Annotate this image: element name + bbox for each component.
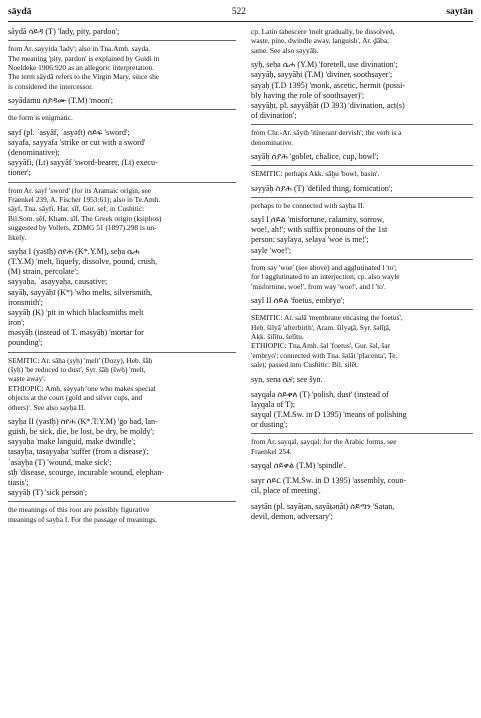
entry-head: syn, sena ሴና; see šyn. bbox=[251, 374, 323, 384]
entry-sayl-i bbox=[251, 215, 473, 291]
entry-line: sayḥa II (yəsīḥ) ሰየሐ (K*.T.Y.M) 'go bad, lan- bbox=[8, 416, 158, 426]
entry-line: sayqala ሰይቀለ (T) 'polish, dust' (instead of bbox=[251, 389, 389, 399]
entry-line: devil, demon, adversary'; bbox=[251, 511, 333, 521]
right-column bbox=[251, 27, 473, 522]
entry-seyyah bbox=[251, 184, 473, 211]
etymology-line: Heb. šilyā 'afterbirth', Aram. šilyəṯā, Syr. šəlīṯā, bbox=[251, 322, 391, 332]
divider bbox=[251, 197, 473, 198]
etymology-line: cp. Latin tabescere 'melt gradually, be dissolved, bbox=[251, 27, 395, 36]
entry-line: sayyāḥ, sayyāḥi (T.M) 'diviner, soothsayer'; bbox=[251, 70, 393, 80]
entry-line: (T.Y.M) 'melt, liquefy, dissolve, pound, crush, bbox=[8, 257, 158, 267]
entry-line: woe!, ah!'; with suffix pronouns of the 1st bbox=[251, 225, 388, 235]
etymology-line: the meanings of this root are possibly figurative bbox=[8, 505, 150, 515]
entry-line: (M) strain, percolate'; bbox=[8, 267, 79, 277]
entry-head: səyyāḥ ስያሕ (T) 'defiled thing, fornication'; bbox=[251, 183, 393, 193]
entry-line: or dusting'; bbox=[251, 420, 288, 430]
etymology-line: Fraenkel 239, A. Fischer 1953:61); also in Te.Amh. bbox=[8, 194, 161, 204]
etymology-line: The term sāydā refers to the Virgin Mary, since she bbox=[8, 72, 160, 82]
entry-line: sayyāḥ (T) 'sick person'; bbox=[8, 488, 87, 498]
etymology-line: from Ar. sayf 'sword' (for its Aramaic origin, see bbox=[8, 185, 152, 195]
etymology-line: SEMITIC: Ar. sāḥa (syḥ) 'melt' (Dozy), Heb. šāḥ bbox=[8, 355, 153, 365]
entry-sayda bbox=[8, 27, 236, 91]
entry-line: sayqal (T.M.Sw. in D 1395) 'means of polishing bbox=[251, 410, 407, 419]
entry-sayha-ii bbox=[8, 417, 236, 524]
etymology-line: saleṭ; passed into Cushitic: Bil. silēt. bbox=[251, 360, 359, 370]
etymology-line: Fraenkel 254. bbox=[251, 446, 292, 456]
etymology-line: Noeldeke 1906:920 as an allegoric interpretation. bbox=[8, 62, 155, 72]
entry-seyadamu bbox=[8, 96, 236, 123]
entry-line: pounding'; bbox=[8, 338, 43, 348]
entry-sayha-ii-continued bbox=[251, 27, 473, 55]
entry-line: tiasis'; bbox=[8, 477, 29, 487]
entry-line: guish, be sick, die, be lost, be dry, be moldy'; bbox=[8, 427, 155, 437]
entry-sayl-ii bbox=[251, 296, 473, 370]
divider bbox=[8, 40, 236, 41]
entry-line: tioner'; bbox=[8, 168, 31, 178]
entry-syn bbox=[251, 375, 473, 385]
etymology-line: same. See also səyyāḥ. bbox=[251, 45, 319, 55]
etymology-line: 'misfortune, woe!', from way 'woe!', and l 'to'. bbox=[251, 281, 387, 291]
entry-line: sayf (pl. ʾasyāf, ʾasyəft) ሰይፍ 'sword'; bbox=[8, 127, 130, 137]
entry-line: of divination'; bbox=[251, 111, 297, 120]
etymology-line: perhaps to be connected with sayḥa II. bbox=[251, 200, 365, 210]
entry-line: sayyāfi, (Lt) sayyāf 'sword-bearer, (Lt) execu- bbox=[8, 158, 158, 168]
entry-saytan bbox=[251, 502, 473, 522]
etymology-line: is considered the intercessor. bbox=[8, 81, 93, 91]
page-number: 522 bbox=[231, 6, 247, 17]
etymology-line: SEMITIC: Ar. salā 'membrane encasing the foetus', bbox=[251, 313, 403, 323]
entry-head: sayāḥ ሰያሕ 'goblet, chalice, cup, bowl'; bbox=[251, 151, 379, 161]
etymology-line: from Ar. sayyida 'lady'; also in Tna.Amh. sayda. bbox=[8, 44, 151, 54]
entry-sayr bbox=[251, 476, 473, 496]
entry-sayha-i bbox=[8, 247, 236, 412]
entry-line: sayḥa I (yəsīḥ) ሰየሐ (K*.Y.M), seḥa ሴሐ bbox=[8, 246, 140, 256]
etymology-line: the form is enigmatic. bbox=[8, 113, 73, 123]
etymology-line: The meaning 'pity, pardon' is explained by Guidi in bbox=[8, 53, 160, 63]
header-rule bbox=[8, 21, 473, 22]
etymology-line: SEMITIC: perhaps Akk. sāḫu 'bowl, basin'. bbox=[251, 169, 380, 179]
etymology-line: suggested by Vollers, ZDMG 51 (1897).298 is un- bbox=[8, 223, 157, 233]
etymology-line: from say 'woe' (see above) and agglutinated l 'to'; bbox=[251, 262, 397, 272]
divider bbox=[8, 182, 236, 183]
entry-sayf bbox=[8, 128, 236, 242]
etymology-line: for l agglutinated to an interjection, cp. also wayle bbox=[251, 272, 400, 282]
entry-line: bly having the role of soothsayer)'; bbox=[251, 90, 365, 100]
entry-head: sayqal ሰይቀል (T.M) 'spindle'. bbox=[251, 461, 346, 471]
entry-line: sayyaḥa, ʾasayyaḥa, causative; bbox=[8, 277, 108, 287]
etymology-line: from Chr.-Ar. sāyiḥ 'itinerant dervish'; the verb is a bbox=[251, 128, 402, 138]
entry-head: sāydā ሳይዳ (T) 'lady, pity, pardon'; bbox=[8, 27, 120, 36]
etymology-line: waste, pine, dwindle away, languish', Ar. ḏāba, bbox=[251, 36, 389, 46]
entry-line: sayafa, sayyafa 'strike or cut with a sword' bbox=[8, 137, 146, 147]
entry-line: sayl I ሰይል 'misfortune, calamity, sorrow, bbox=[251, 215, 385, 225]
etymology-line: objects at the court (gold and silver cups, and bbox=[8, 393, 143, 403]
etymology-line: others)'. See also sayḥa II. bbox=[8, 402, 86, 412]
etymology-line: ETHIOPIC: Tna.Amh. šəl 'foetus', Gur. šəl, šər bbox=[251, 341, 391, 351]
entry-line: ironsmith'; bbox=[8, 297, 43, 307]
etymology-line: waste away'. bbox=[8, 374, 46, 384]
divider bbox=[251, 309, 473, 310]
entry-line: person: saylaya, selaya 'woe is me!'; bbox=[251, 235, 369, 245]
etymology-line: (šyḥ) 'be reduced to dust', Syr. šāḥ (šwḥ) 'melt, bbox=[8, 364, 146, 374]
divider bbox=[8, 352, 236, 353]
entry-line: sayle 'woe!'; bbox=[251, 245, 292, 255]
left-column bbox=[8, 27, 236, 524]
entry-line: səyyāḥ (K) 'pit in which blacksmiths melt bbox=[8, 307, 144, 317]
entry-line: sayyāḥt, pl. sayyāḥāt (D 393) 'divination, act(s) bbox=[251, 100, 405, 110]
entry-line: sayr ሰይር (T.M.Sw. in D 1395) 'assembly, coun- bbox=[251, 476, 407, 486]
entry-line: sīḥ 'disease, scourge, incurable wound, elephan- bbox=[8, 467, 165, 477]
divider bbox=[251, 165, 473, 166]
entry-syh bbox=[251, 60, 473, 147]
entry-line: ʾasayḥa (T) 'wound, make sick'; bbox=[8, 457, 112, 467]
entry-line: sayaḥ (T.D 1395) 'monk, ascetic, hermit (possi- bbox=[251, 80, 406, 90]
entry-line: cil, place of meeting'. bbox=[251, 486, 321, 496]
divider bbox=[8, 109, 236, 110]
entry-head: səyādamu ሰያዳሙ (T.M) 'moon'; bbox=[8, 96, 114, 106]
entry-head: sayl II ሰይል 'foetus, embryo'; bbox=[251, 295, 345, 305]
divider bbox=[251, 433, 473, 434]
header-left-headword: sāydā bbox=[8, 6, 32, 17]
entry-line: sayyaḥa 'make languid, make dwindle'; bbox=[8, 437, 136, 447]
entry-line: syḥ, seḥa ሴሐ (Y.M) 'foretell, use divination'; bbox=[251, 60, 398, 70]
etymology-line: denominative. bbox=[251, 137, 294, 147]
entry-line: tasayḥa, tasayyaḥa 'suffer (from a disease)'; bbox=[8, 447, 149, 457]
entry-line: layqala of T); bbox=[251, 399, 296, 409]
etymology-line: from Ar. sayqal, ṣayqal: for the Arabic forms, see bbox=[251, 437, 397, 447]
etymology-line: likely. bbox=[8, 232, 27, 242]
entry-line: məsyāḥ (instead of T. məsyāḥ) 'mortar for bbox=[8, 328, 144, 338]
entry-sayah bbox=[251, 152, 473, 179]
entry-line: (denominative); bbox=[8, 148, 60, 158]
etymology-line: meanings of sayḥa I. For the passage of meanings, bbox=[8, 514, 158, 524]
etymology-line: 'embryo'; connected with Tna. šəlāt 'placenta', Te. bbox=[251, 350, 398, 360]
entry-line: sayāḥ, sayyāḥī (K*) 'who melts, silversmith, bbox=[8, 287, 153, 297]
entry-sayqal bbox=[251, 461, 473, 471]
entry-sayqala bbox=[251, 390, 473, 456]
divider bbox=[251, 259, 473, 260]
divider bbox=[251, 124, 473, 125]
etymology-line: Bil.Som. sēf, Kham. sīf. The Greek origin (ksiphos) bbox=[8, 213, 162, 223]
etymology-line: Akk. šilītu, šelītu. bbox=[251, 331, 304, 341]
entry-line: saytān (pl. sayāṭən, sayāṭənāt) ሰይጣን 'Satan, bbox=[251, 501, 395, 511]
etymology-line: sāyf, Tna. sāyfi, Har. sīf, Gur. sef; in Cushitic: bbox=[8, 204, 145, 214]
running-header bbox=[8, 6, 473, 20]
entry-line: iron'; bbox=[8, 318, 25, 328]
etymology-line: ETHIOPIC: Amh. səyyah 'one who makes special bbox=[8, 383, 156, 393]
divider bbox=[8, 501, 236, 502]
header-right-headword: saytān bbox=[446, 6, 473, 17]
